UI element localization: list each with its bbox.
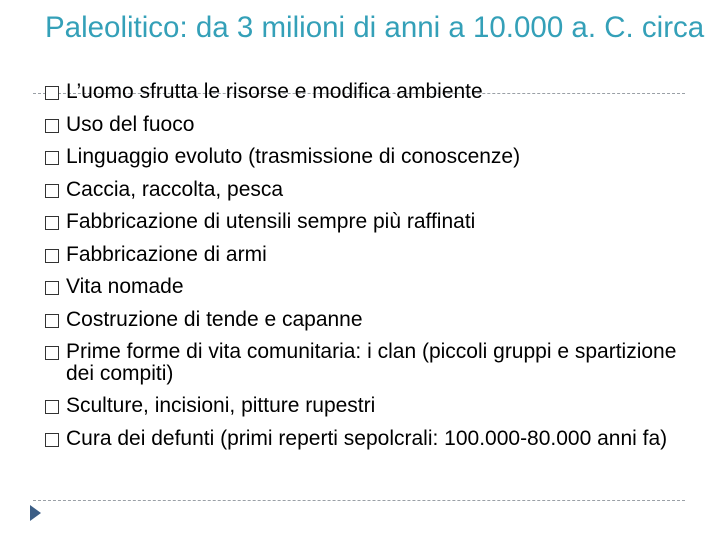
- bullet-text: Fabbricazione di utensili sempre più raffinati: [66, 210, 476, 233]
- bullet-item: [44, 395, 704, 417]
- bullet-item: [44, 81, 704, 103]
- bullet-text: Fabbricazione di armi: [66, 242, 267, 266]
- bullet-text: Uso del fuoco: [66, 112, 195, 136]
- bullet-text: Sculture, incisioni, pitture rupestri: [66, 394, 376, 417]
- square-bullet-icon: [45, 119, 59, 133]
- bullet-item: [44, 309, 704, 331]
- next-slide-arrow-icon[interactable]: [30, 505, 41, 521]
- bullet-item: [44, 244, 704, 266]
- bullet-text: Caccia, raccolta, pesca: [66, 177, 284, 201]
- bullet-item: [44, 428, 704, 450]
- bullet-item: [44, 179, 704, 201]
- square-bullet-icon: [45, 433, 59, 447]
- square-bullet-icon: [45, 86, 59, 100]
- bullet-list: [44, 81, 704, 460]
- slide-title: Paleolitico: da 3 milioni di anni a 10.000 a. C. circa: [45, 11, 705, 44]
- bullet-text: L’uomo sfrutta le risorse e modifica ambiente: [66, 80, 483, 103]
- square-bullet-icon: [45, 216, 59, 230]
- bullet-item: [44, 276, 704, 298]
- square-bullet-icon: [45, 249, 59, 263]
- bottom-dashed-divider: [33, 500, 685, 501]
- square-bullet-icon: [45, 184, 59, 198]
- bullet-item: [44, 114, 704, 136]
- bullet-text: Linguaggio evoluto (trasmissione di conoscenze): [66, 145, 521, 168]
- square-bullet-icon: [45, 151, 59, 165]
- bullet-text: Cura dei defunti (primi reperti sepolcrali: 100.000-80.000 anni fa): [66, 426, 668, 450]
- square-bullet-icon: [45, 281, 59, 295]
- bullet-text: Costruzione di tende e capanne: [66, 307, 363, 331]
- bullet-item: [44, 341, 704, 384]
- square-bullet-icon: [45, 400, 59, 414]
- square-bullet-icon: [45, 314, 59, 328]
- bullet-item: [44, 146, 704, 168]
- bullet-item: [44, 211, 704, 233]
- bullet-text: Vita nomade: [66, 275, 184, 298]
- bullet-text: Prime forme di vita comunitaria: i clan (piccoli gruppi e spartizione dei compiti): [66, 340, 677, 385]
- square-bullet-icon: [45, 346, 59, 360]
